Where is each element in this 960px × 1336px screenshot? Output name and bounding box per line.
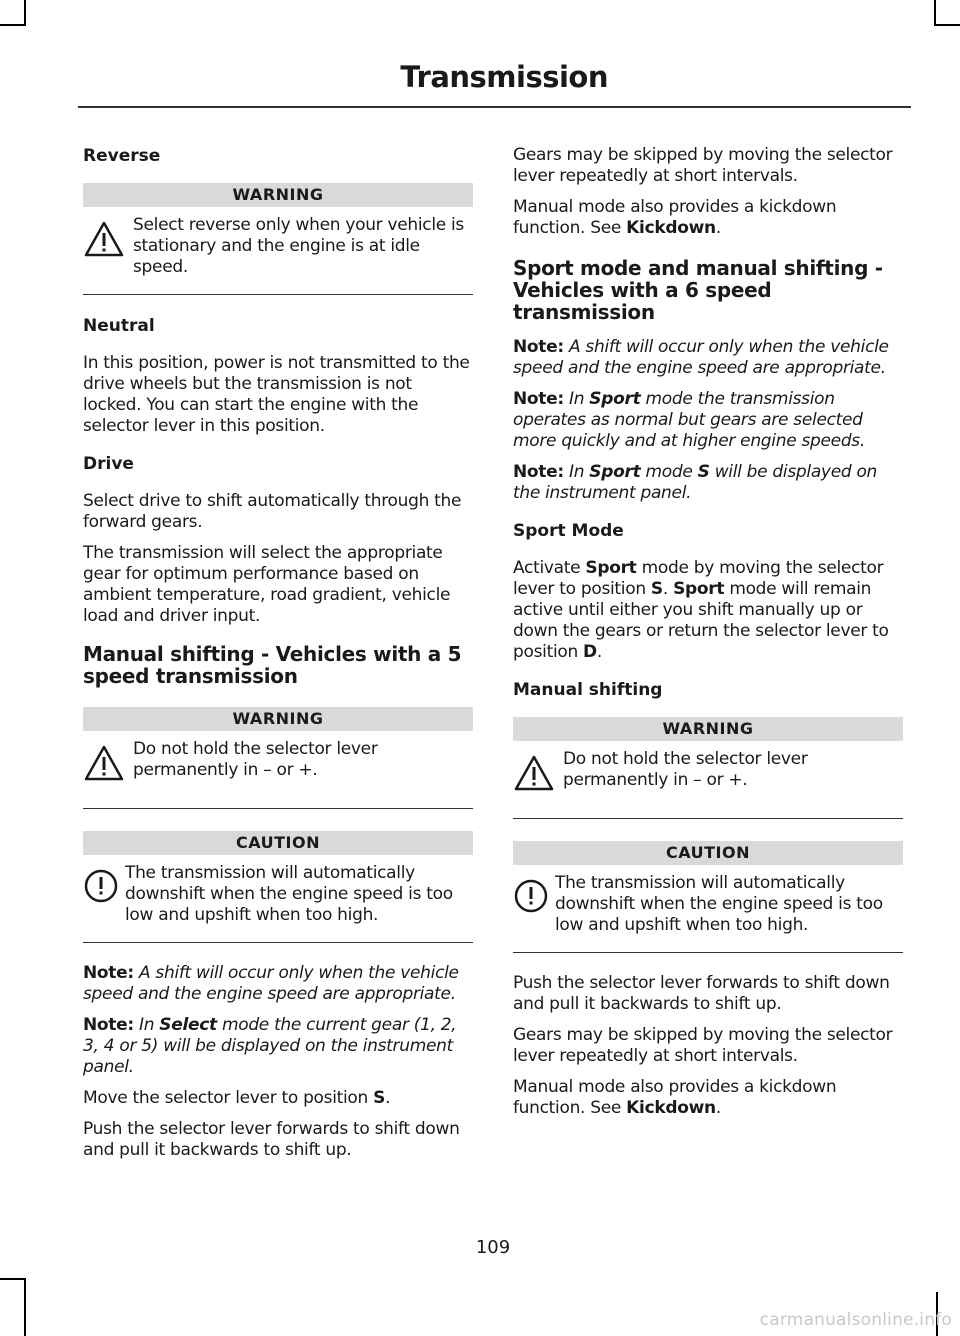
page-number: 109 [475, 1237, 511, 1258]
note-select-mode: Note: In Select mode the current gear (1, 2, 3, 4 or 5) will be displayed on the instrument panel. [83, 1015, 457, 1077]
skip-gears-text: Gears may be skipped by moving the selector lever repeatedly at short intervals. [513, 1025, 893, 1066]
drive-text-2: The transmission will select the appropriate gear for optimum performance based on ambient temperature, road gradient, vehicle load and driver input. [83, 543, 451, 626]
warning-box-header: WARNING [83, 707, 473, 731]
crop-mark [0, 24, 24, 26]
neutral-text: In this position, power is not transmitted to the drive wheels but the transmission is not locked. You can start the engine with the selector lever in this position. [83, 353, 470, 436]
sport-mode-heading: Sport Mode [513, 521, 624, 541]
note-shift-timing: Note: A shift will occur only when the vehicle speed and the engine speed are appropriate. [513, 337, 889, 378]
warning-box [513, 717, 903, 819]
drive-text-1: Select drive to shift automatically through the forward gears. [83, 491, 462, 532]
caution-box [513, 841, 903, 953]
warning-text: Do not hold the selector lever permanently in – or +. [133, 739, 378, 780]
note-shift-timing: Note: A shift will occur only when the vehicle speed and the engine speed are appropriate. [83, 963, 459, 1004]
page-title: Transmission [400, 60, 608, 94]
note-sport-display: Note: In Sport mode S will be displayed on the instrument panel. [513, 462, 878, 503]
box-rule [83, 808, 473, 809]
kickdown-link[interactable]: Kickdown [626, 1098, 716, 1118]
warning-triangle-icon [513, 749, 563, 802]
kickdown-link[interactable]: Kickdown [626, 218, 716, 238]
drive-heading: Drive [83, 454, 134, 474]
left-column [83, 145, 473, 1171]
warning-box-header: WARNING [83, 183, 473, 207]
watermark: carmanualsonline.info [759, 1310, 952, 1330]
box-rule [513, 818, 903, 819]
warning-box [83, 707, 473, 809]
reverse-heading: Reverse [83, 146, 161, 166]
crop-mark [934, 0, 936, 26]
sport6-heading: Sport mode and manual shifting - Vehicles with a 6 speed transmission [513, 256, 883, 324]
caution-circle-icon [513, 873, 555, 926]
crop-mark [0, 1278, 24, 1280]
box-rule [83, 942, 473, 943]
caution-box-header: CAUTION [83, 831, 473, 855]
caution-circle-icon [83, 863, 125, 916]
right-column [513, 145, 903, 1129]
move-selector-text: Move the selector lever to position S. [83, 1088, 391, 1108]
warning-triangle-icon [83, 739, 133, 792]
warning-triangle-icon [83, 215, 133, 268]
crop-mark [24, 1278, 26, 1336]
kickdown-text: Manual mode also provides a kickdown function. See Kickdown. [513, 1077, 837, 1118]
caution-box-header: CAUTION [513, 841, 903, 865]
header-rule [78, 106, 911, 108]
warning-box [83, 183, 473, 295]
push-selector-text: Push the selector lever forwards to shift down and pull it backwards to shift up. [513, 973, 890, 1014]
note-sport-mode: Note: In Sport mode the transmission operates as normal but gears are selected more quickly and at higher engine speeds. [513, 389, 865, 451]
push-selector-text: Push the selector lever forwards to shift down and pull it backwards to shift up. [83, 1119, 460, 1160]
manual5-heading: Manual shifting - Vehicles with a 5 speed transmission [83, 642, 462, 688]
warning-box-header: WARNING [513, 717, 903, 741]
manual-shifting-heading: Manual shifting [513, 680, 663, 700]
sport-mode-text: Activate Sport mode by moving the selector lever to position S. Sport mode will remain active until either you shift manually up or down the gears or return the selector lever to position D. [513, 558, 889, 662]
box-rule [83, 294, 473, 295]
box-rule [513, 952, 903, 953]
caution-text: The transmission will automatically downshift when the engine speed is too low and upshift when too high. [125, 863, 453, 925]
skip-gears-text: Gears may be skipped by moving the selector lever repeatedly at short intervals. [513, 145, 893, 186]
warning-text: Do not hold the selector lever permanently in – or +. [563, 749, 808, 790]
kickdown-text: Manual mode also provides a kickdown function. See Kickdown. [513, 197, 837, 238]
caution-text: The transmission will automatically downshift when the engine speed is too low and upshift when too high. [555, 873, 883, 935]
crop-mark [24, 0, 26, 26]
neutral-heading: Neutral [83, 316, 155, 336]
caution-box [83, 831, 473, 943]
crop-mark [936, 24, 960, 26]
warning-text: Select reverse only when your vehicle is stationary and the engine is at idle speed. [133, 215, 464, 277]
